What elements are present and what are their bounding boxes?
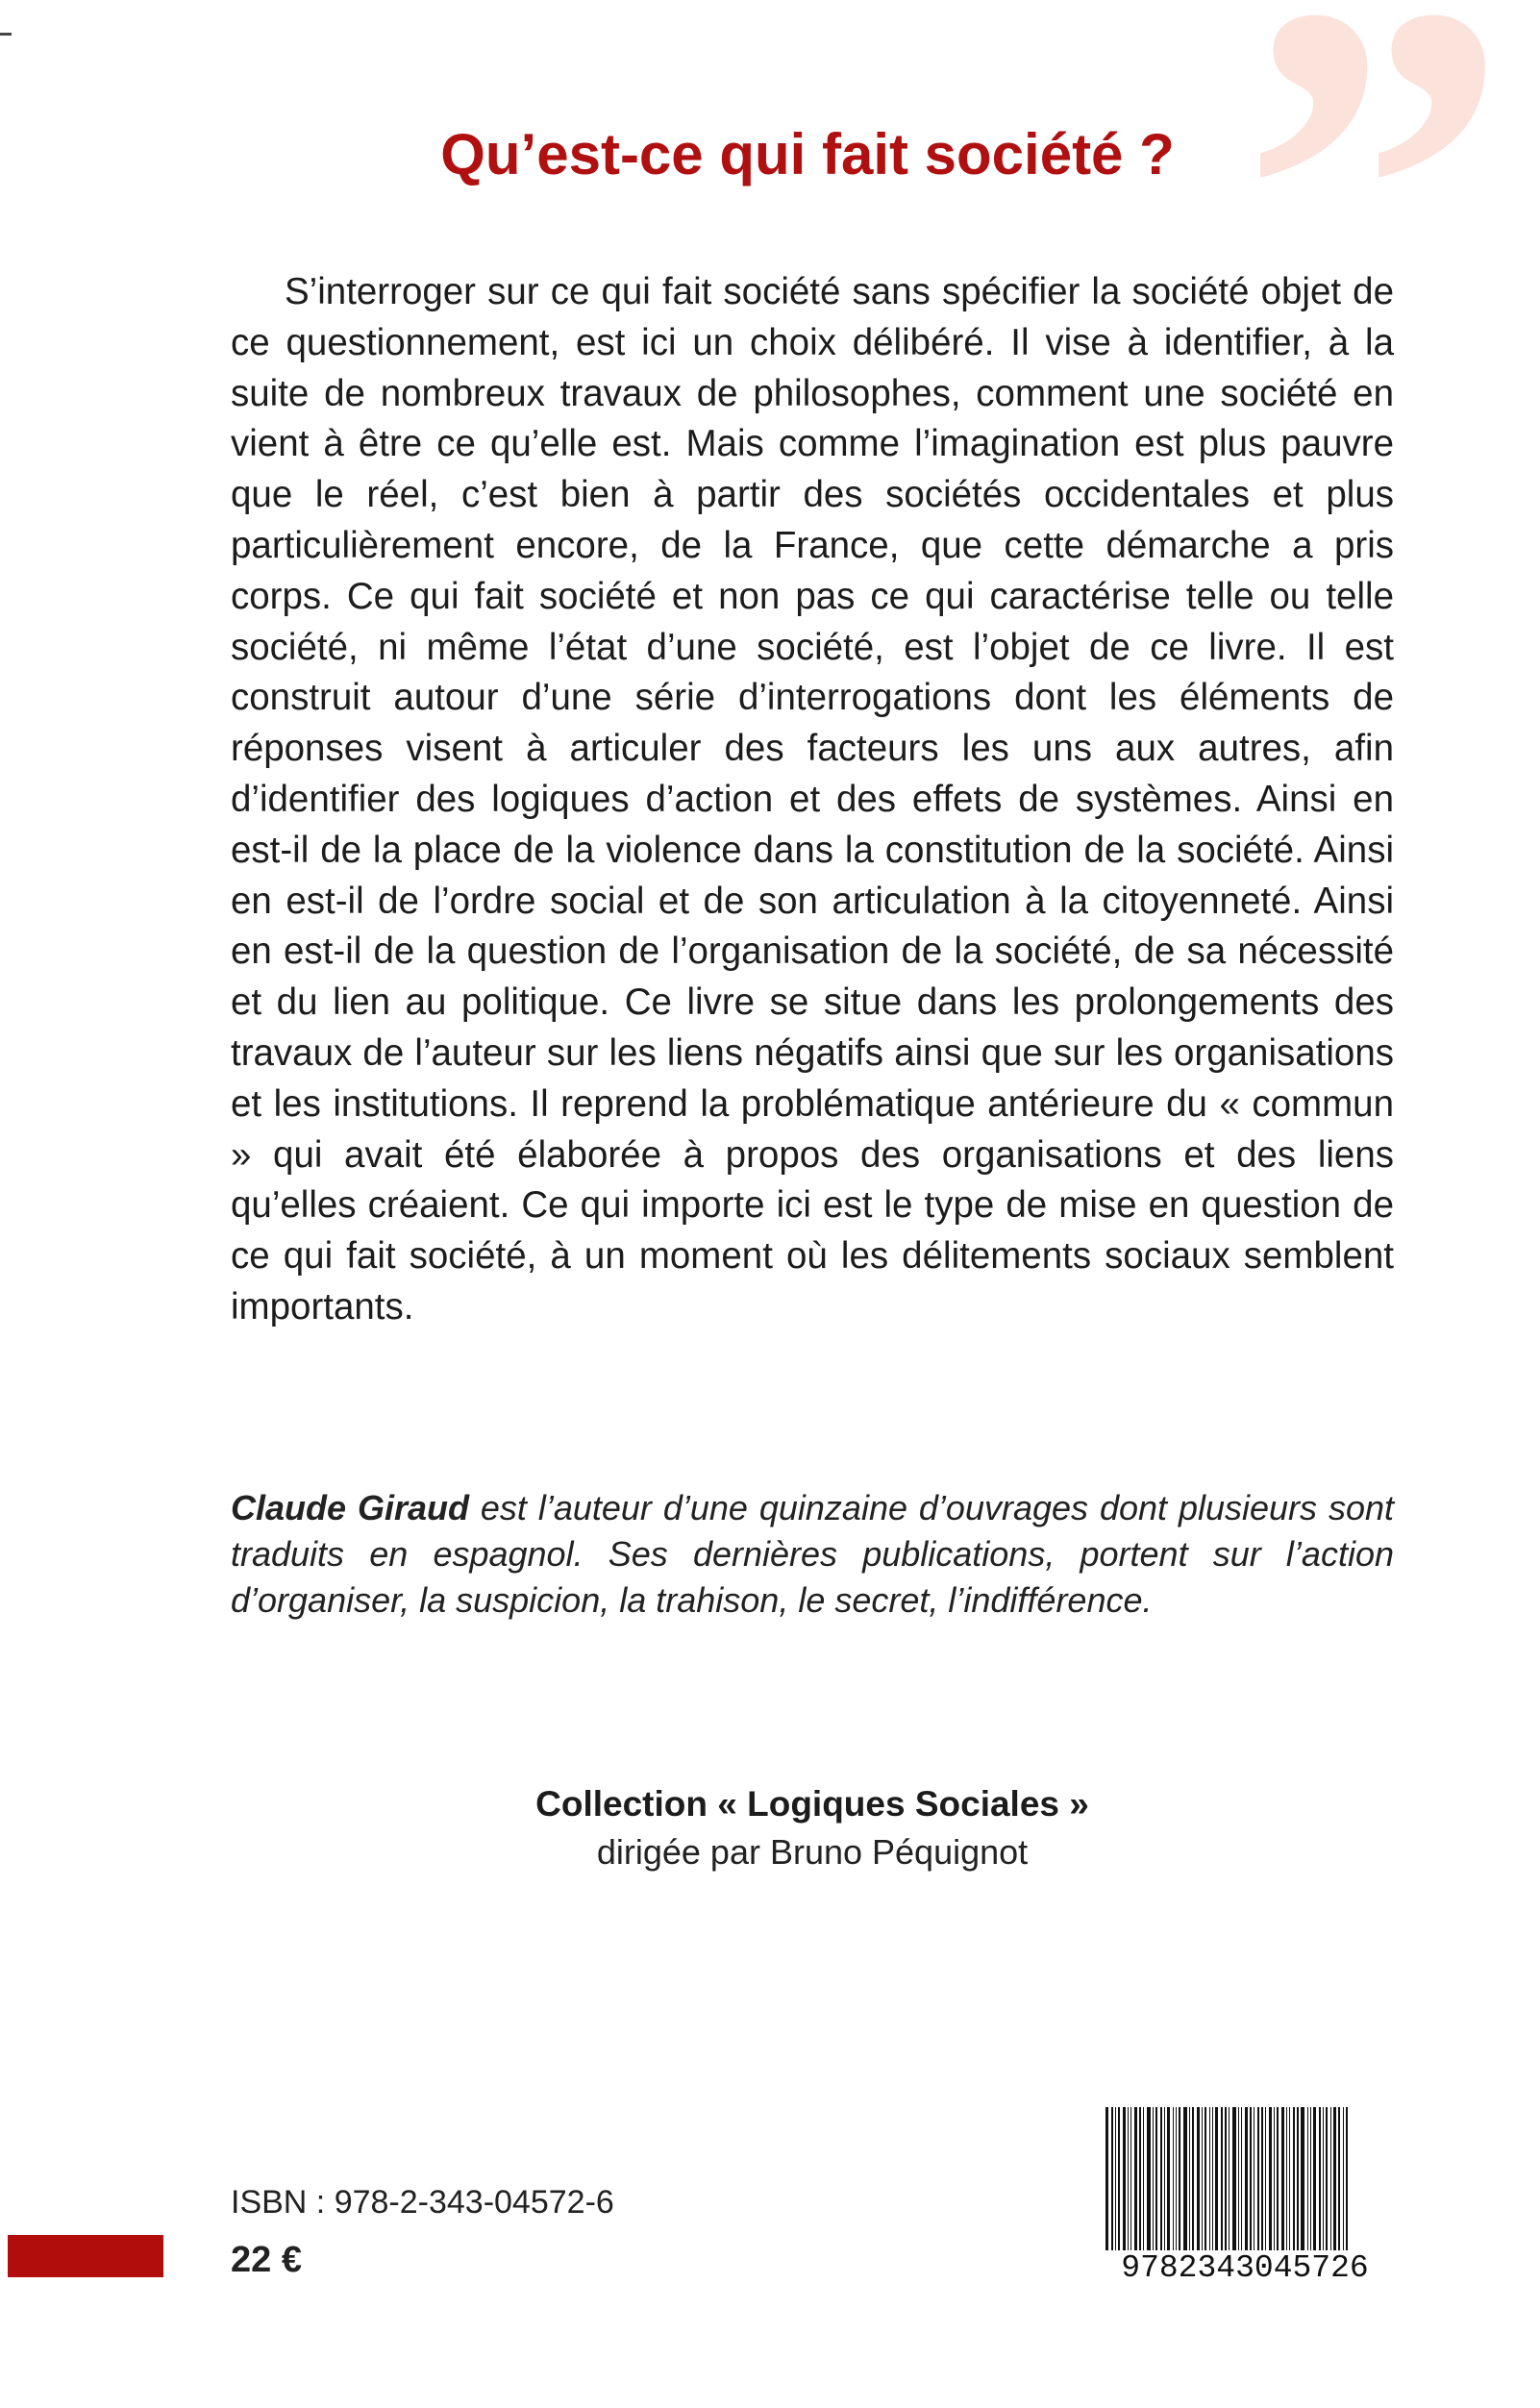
- barcode-bar: [1205, 2107, 1206, 2256]
- barcode-image: [1105, 2107, 1394, 2256]
- book-title: Qu’est-ce qui fait société ?: [440, 122, 1175, 186]
- corner-crop-mark: [0, 33, 12, 36]
- barcode-bar: [1209, 2107, 1210, 2256]
- collection-title: Collection « Logiques Sociales »: [535, 1784, 1089, 1824]
- barcode-bar: [1212, 2107, 1213, 2256]
- collection-info: [231, 1780, 1394, 1876]
- barcode-bar: [1153, 2107, 1154, 2256]
- barcode-bar: [1173, 2107, 1174, 2256]
- barcode-bar: [1183, 2107, 1187, 2256]
- barcode-bar: [1323, 2107, 1324, 2256]
- barcode-bar: [1238, 2107, 1239, 2256]
- barcode-bar: [1155, 2107, 1157, 2256]
- barcode-digits: 9782343045726: [1086, 2250, 1403, 2286]
- barcode-bar: [1241, 2107, 1242, 2256]
- barcode-bar: [1326, 2107, 1328, 2256]
- barcode-bar: [1343, 2107, 1344, 2256]
- barcode-bar: [1333, 2107, 1336, 2256]
- author-name: Claude Giraud: [231, 1488, 469, 1527]
- barcode-bar: [1307, 2107, 1308, 2256]
- barcode-bar: [1189, 2107, 1190, 2256]
- barcode-bar: [1301, 2107, 1304, 2256]
- barcode-bar: [1197, 2107, 1200, 2256]
- barcode-bar: [1221, 2107, 1223, 2256]
- barcode-bar: [1245, 2107, 1248, 2256]
- isbn-label: ISBN : 978-2-343-04572-6: [231, 2184, 614, 2221]
- barcode-bar: [1261, 2107, 1263, 2256]
- barcode-bar: [1289, 2107, 1290, 2256]
- barcode-bar: [1338, 2107, 1340, 2256]
- barcode-bar: [1202, 2107, 1203, 2256]
- barcode-bar: [1277, 2107, 1279, 2256]
- barcode-bar: [1257, 2107, 1259, 2256]
- barcode-bar: [1225, 2107, 1227, 2256]
- barcode-bar: [1269, 2107, 1272, 2256]
- barcode-bar: [1164, 2107, 1165, 2256]
- barcode-bar: [1250, 2107, 1252, 2256]
- barcode-bar: [1215, 2107, 1218, 2256]
- barcode-bar: [1105, 2107, 1108, 2256]
- barcode-bar: [1128, 2107, 1129, 2256]
- barcode-bar: [1130, 2107, 1131, 2256]
- author-bio-text: est l’auteur d’une quinzaine d’ouvrages dont plusieurs sont traduits en espagnol. Ses dernières publications, portent sur l’action d’organiser, la suspicion, la trahison, le secret, l’indifférence.: [231, 1488, 1394, 1620]
- back-cover-summary: S’interroger sur ce qui fait société sans spécifier la société objet de ce questionnement, est ici un choix délibéré. Il vise à identifier, à la suite de nombreux travaux de philosophes, comment une société en vient à être ce qu’elle est. Mais comme l’imagination est plus pauvre que le réel, c’est bien à partir des sociétés occidentales et plus particulièrement encore, de la France, que cette démarche a pris corps. Ce qui fait société et non pas ce qui caractérise telle ou telle société, ni même l’état d’une société, est l’objet de ce livre. Il est construit autour d’une série d’interrogations dont les éléments de réponses visent à articuler des facteurs les uns aux autres, afin d’identifier des logiques d’action et des effets de systèmes. Ainsi en est-il de la place de la violence dans la constitution de la société. Ainsi en est-il de l’ordre social et de son articulation à la citoyenneté. Ainsi en est-il de la question de l’organisation de la société, de sa nécessité et du lien au politique. Ce livre se situe dans les prolongements des travaux de l’auteur sur les liens négatifs ainsi que sur les organisations et les institutions. Il reprend la problématique antérieure du « commun » qui avait été élaborée à propos des organisations et des liens qu’elles créaient. Ce qui importe ici est le type de mise en question de ce qui fait société, à un moment où les délitements sociaux semblent importants.: [231, 271, 1394, 1328]
- barcode-bar: [1274, 2107, 1275, 2256]
- barcode-bar: [1118, 2107, 1120, 2256]
- barcode-bar: [1143, 2107, 1144, 2256]
- barcode-bar: [1232, 2107, 1236, 2256]
- collection-director: dirigée par Bruno Péquignot: [596, 1832, 1029, 1872]
- decorative-quote-icon: ”: [1240, 0, 1509, 490]
- price-label: 22 €: [231, 2240, 302, 2280]
- barcode-bar: [1313, 2107, 1316, 2256]
- barcode-bar: [1139, 2107, 1141, 2256]
- barcode-bar: [1123, 2107, 1126, 2256]
- barcode-bar: [1134, 2107, 1137, 2256]
- barcode-bar: [1286, 2107, 1287, 2256]
- barcode-bar: [1147, 2107, 1151, 2256]
- barcode-bar: [1281, 2107, 1284, 2256]
- barcode-bar: [1111, 2107, 1113, 2256]
- barcode-bar: [1167, 2107, 1170, 2256]
- publisher-accent-bar: [8, 2235, 163, 2277]
- barcode-bar: [1176, 2107, 1177, 2256]
- barcode-bar: [1192, 2107, 1194, 2256]
- barcode-bar: [1115, 2107, 1116, 2256]
- barcode-bar: [1229, 2107, 1230, 2256]
- barcode-bar: [1346, 2107, 1348, 2256]
- barcode-bar: [1310, 2107, 1311, 2256]
- barcode-bar: [1297, 2107, 1299, 2256]
- barcode-bar: [1160, 2107, 1162, 2256]
- barcode-bar: [1265, 2107, 1266, 2256]
- barcode-bar: [1330, 2107, 1331, 2256]
- barcode-bar: [1319, 2107, 1321, 2256]
- barcode-bar: [1293, 2107, 1295, 2256]
- author-bio: [231, 1485, 1394, 1624]
- barcode-bar: [1179, 2107, 1180, 2256]
